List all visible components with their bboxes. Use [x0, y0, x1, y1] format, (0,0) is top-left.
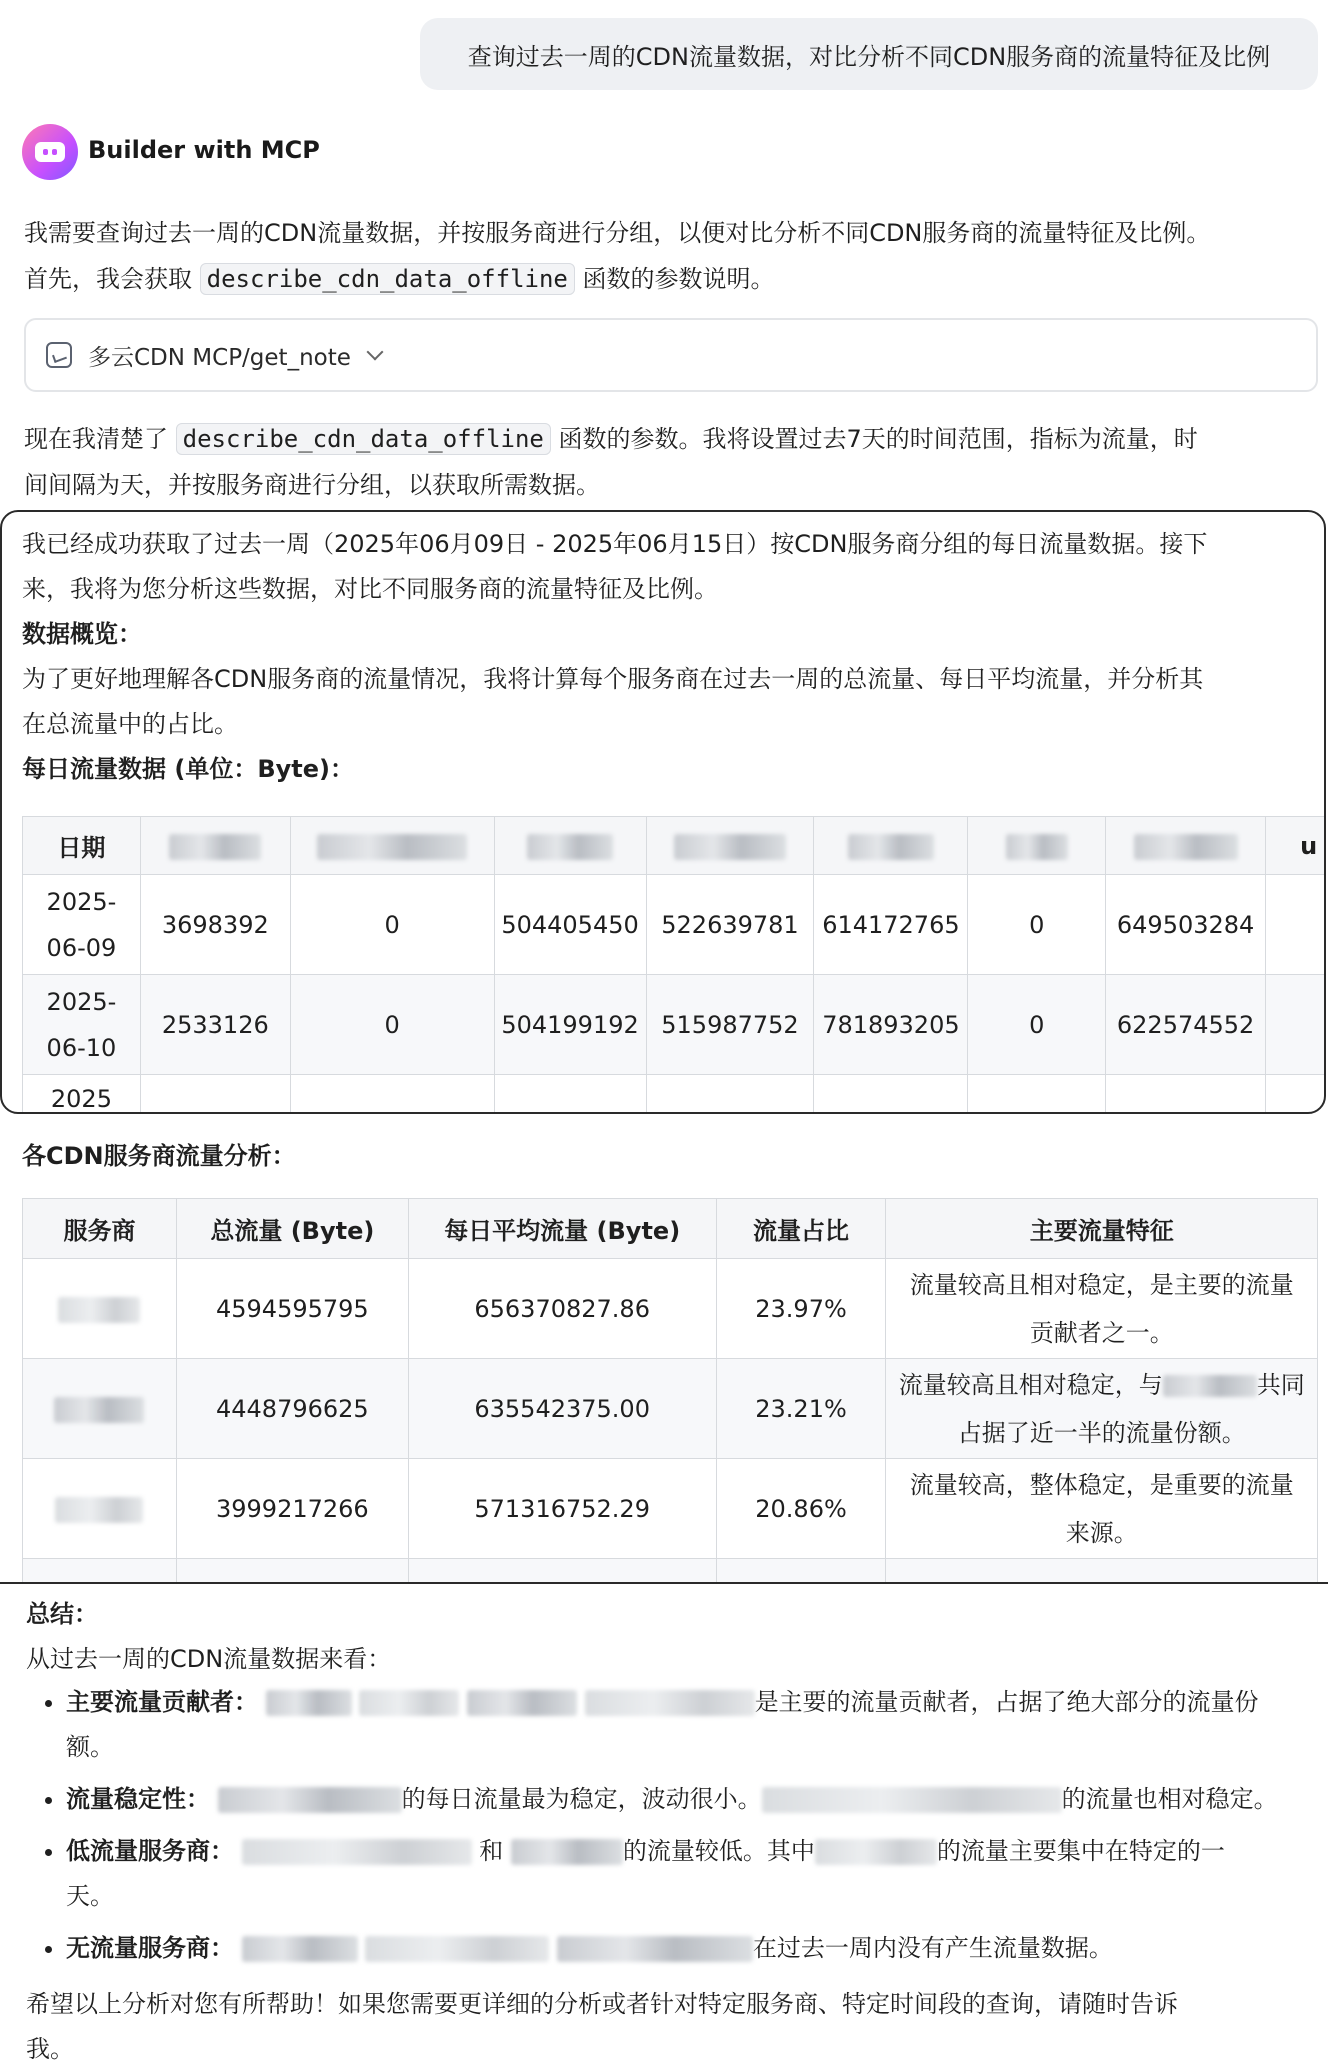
- assistant-intro: [24, 210, 1314, 302]
- provider-cell: [23, 1359, 177, 1459]
- tool-call-card[interactable]: [24, 318, 1318, 392]
- list-item: [66, 1680, 1328, 1770]
- value-cell: 0: [968, 975, 1106, 1075]
- followup-line-1: [24, 416, 1314, 462]
- share-cell: [716, 1559, 886, 1585]
- value-cell: 504405450: [494, 875, 646, 975]
- closing-line-1: 希望以上分析对您有所帮助！如果您需要更详细的分析或者针对特定服务商、特定时间段的查询，请随时告诉: [26, 1990, 1178, 2018]
- date-year: 2025-: [46, 987, 117, 1016]
- followup-pre: 现在我清楚了: [24, 425, 168, 453]
- feature-line-1: [886, 1361, 1317, 1409]
- result-line-1: 我已经成功获取了过去一周（2025年06月09日 - 2025年06月15日）按CDN服务商分组的每日流量数据。接下: [22, 530, 1208, 558]
- summary-item-label: 低流量服务商：: [66, 1837, 234, 1865]
- header-provider-2: [290, 817, 494, 875]
- analysis-panel[interactable]: [0, 1184, 1328, 1584]
- table-row: [23, 1259, 1318, 1359]
- value-cell: 0: [968, 875, 1106, 975]
- intro-line-2-post: 函数的参数说明。: [582, 265, 775, 293]
- share-cell: 23.97%: [716, 1259, 886, 1359]
- robot-icon: [35, 142, 65, 162]
- avg-cell: 571316752.29: [408, 1459, 716, 1559]
- value-cell: 2533126: [140, 975, 290, 1075]
- summary-item-and: 和: [479, 1837, 504, 1865]
- table-row: [23, 875, 1327, 975]
- date-cell: [23, 1075, 141, 1115]
- tool-icon: [46, 342, 72, 368]
- value-cell: 3698392: [140, 875, 290, 975]
- value-cell: 515987752: [646, 975, 814, 1075]
- value-cell: [814, 1075, 968, 1115]
- followup-post: 函数的参数。我将设置过去7天的时间范围，指标为流量，时: [558, 425, 1198, 453]
- summary-list: [40, 1680, 1328, 1978]
- feature-line-1: 流量较高且相对稳定，是主要的流量: [909, 1270, 1294, 1299]
- header-provider-8: [1266, 817, 1326, 875]
- table-row: [23, 1359, 1318, 1459]
- feature-pre: 流量较高且相对稳定，与: [898, 1370, 1163, 1399]
- total-cell: [176, 1559, 408, 1585]
- feature-cell: [886, 1459, 1318, 1559]
- value-cell: 614172765: [814, 875, 968, 975]
- value-cell: 504199192: [494, 975, 646, 1075]
- list-item: [66, 1829, 1328, 1919]
- assistant-followup: [24, 416, 1314, 508]
- summary-block: [26, 1592, 1326, 1682]
- closing-text: [26, 1982, 1326, 2072]
- closing-line-2: 我。: [26, 2035, 74, 2063]
- header-date: 日期: [23, 817, 141, 875]
- assistant-name: Builder with MCP: [88, 136, 320, 164]
- summary-item-text: 是主要的流量贡献者，占据了绝大部分的流量份: [754, 1688, 1259, 1716]
- table-row: [23, 1559, 1318, 1585]
- total-cell: 4448796625: [176, 1359, 408, 1459]
- overview-line-2: 在总流量中的占比。: [22, 710, 238, 738]
- header-total: 总流量 (Byte): [176, 1199, 408, 1259]
- chevron-down-icon[interactable]: [366, 344, 383, 361]
- intro-line-2: [24, 256, 1314, 302]
- feature-post: 共同: [1256, 1370, 1305, 1399]
- daily-table-header: [23, 817, 1327, 875]
- header-share: 流量占比: [716, 1199, 886, 1259]
- total-cell: 4594595795: [176, 1259, 408, 1359]
- header-provider-3: [494, 817, 646, 875]
- value-cell: [1266, 875, 1326, 975]
- feature-line-2: 贡献者之一。: [1029, 1318, 1174, 1347]
- user-message-text: 查询过去一周的CDN流量数据，对比分析不同CDN服务商的流量特征及比例: [467, 42, 1271, 71]
- avg-cell: [408, 1559, 716, 1585]
- header-provider-1: [140, 817, 290, 875]
- value-cell: 649503284: [1106, 875, 1266, 975]
- list-item: [66, 1926, 1328, 1971]
- date-cell: [23, 975, 141, 1075]
- followup-line-2: 间间隔为天，并按服务商进行分组，以获取所需数据。: [24, 471, 600, 499]
- provider-cell: [23, 1459, 177, 1559]
- value-cell: [140, 1075, 290, 1115]
- value-cell: [494, 1075, 646, 1115]
- summary-item-text: 的每日流量最为稳定，波动很小。: [401, 1785, 762, 1813]
- header-provider-5: [814, 817, 968, 875]
- value-cell: [1266, 975, 1326, 1075]
- value-cell: 781893205: [814, 975, 968, 1075]
- intro-line-2-pre: 首先，我会获取: [24, 265, 192, 293]
- date-monthday: 06-10: [46, 1033, 117, 1062]
- table-row: [23, 975, 1327, 1075]
- header-partial-text: u: [1300, 831, 1318, 860]
- daily-heading: 每日流量数据 (单位：Byte)：: [22, 755, 354, 783]
- intro-line-1: 我需要查询过去一周的CDN流量数据，并按服务商进行分组，以便对比分析不同CDN服务商的流量特征及比例。: [24, 219, 1211, 247]
- result-line-2: 来，我将为您分析这些数据，对比不同服务商的流量特征及比例。: [22, 575, 718, 603]
- value-cell: [290, 1075, 494, 1115]
- header-avg: 每日平均流量 (Byte): [408, 1199, 716, 1259]
- user-message-bubble: [420, 18, 1318, 90]
- avg-cell: 635542375.00: [408, 1359, 716, 1459]
- analysis-heading: 各CDN服务商流量分析：: [22, 1142, 296, 1170]
- table-row: [23, 1459, 1318, 1559]
- value-cell: [968, 1075, 1106, 1115]
- list-item: [66, 1777, 1328, 1822]
- summary-item-label: 主要流量贡献者：: [66, 1688, 258, 1716]
- value-cell: [1106, 1075, 1266, 1115]
- date-year: 2025: [50, 1085, 112, 1113]
- overview-line-1: 为了更好地理解各CDN服务商的流量情况，我将计算每个服务商在过去一周的总流量、每日平均流量，并分析其: [22, 665, 1204, 693]
- function-name-code: describe_cdn_data_offline: [200, 263, 575, 295]
- feature-cell: [886, 1559, 1318, 1585]
- value-cell: [1266, 1075, 1326, 1115]
- value-cell: 622574552: [1106, 975, 1266, 1075]
- value-cell: [646, 1075, 814, 1115]
- summary-item-text-end: 天。: [66, 1882, 114, 1910]
- provider-cell: [23, 1559, 177, 1585]
- avg-cell: 656370827.86: [408, 1259, 716, 1359]
- summary-item-text-cont: 额。: [66, 1733, 114, 1761]
- summary-heading: 总结：: [26, 1600, 98, 1628]
- provider-cell: [23, 1259, 177, 1359]
- feature-cell: [886, 1359, 1318, 1459]
- header-provider-6: [968, 817, 1106, 875]
- feature-line-1: 流量较高，整体稳定，是重要的流量: [909, 1470, 1294, 1499]
- date-monthday: 06-09: [46, 933, 117, 962]
- summary-item-text-cont: 的流量也相对稳定。: [1061, 1785, 1278, 1813]
- summary-item-text: 的流量较低。其中: [622, 1837, 815, 1865]
- table-row: [23, 1075, 1327, 1115]
- summary-item-label: 无流量服务商：: [66, 1934, 234, 1962]
- function-name-code-2: describe_cdn_data_offline: [176, 423, 551, 455]
- tool-call-label: 多云CDN MCP/get_note: [88, 344, 351, 371]
- share-cell: 23.21%: [716, 1359, 886, 1459]
- summary-item-label: 流量稳定性：: [66, 1785, 210, 1813]
- value-cell: 522639781: [646, 875, 814, 975]
- date-cell: [23, 875, 141, 975]
- overview-heading: 数据概览：: [22, 620, 142, 648]
- daily-traffic-table: [22, 816, 1326, 1114]
- summary-intro: 从过去一周的CDN流量数据来看：: [26, 1645, 392, 1673]
- header-provider-7: [1106, 817, 1266, 875]
- summary-item-text: 在过去一周内没有产生流量数据。: [752, 1934, 1113, 1962]
- header-feature: 主要流量特征: [886, 1199, 1318, 1259]
- result-text: [22, 522, 1312, 792]
- result-panel[interactable]: [0, 510, 1326, 1114]
- value-cell: 0: [290, 975, 494, 1075]
- date-year: 2025-: [46, 887, 117, 916]
- feature-line-2: 占据了近一半的流量份额。: [957, 1418, 1246, 1447]
- share-cell: 20.86%: [716, 1459, 886, 1559]
- provider-analysis-table: [22, 1198, 1318, 1584]
- summary-item-text-cont: 的流量主要集中在特定的一: [936, 1837, 1225, 1865]
- value-cell: 0: [290, 875, 494, 975]
- analysis-table-header: [23, 1199, 1318, 1259]
- assistant-avatar: [22, 124, 78, 180]
- feature-line-2: 来源。: [1065, 1518, 1138, 1547]
- feature-cell: [886, 1259, 1318, 1359]
- total-cell: 3999217266: [176, 1459, 408, 1559]
- header-provider: 服务商: [23, 1199, 177, 1259]
- header-provider-4: [646, 817, 814, 875]
